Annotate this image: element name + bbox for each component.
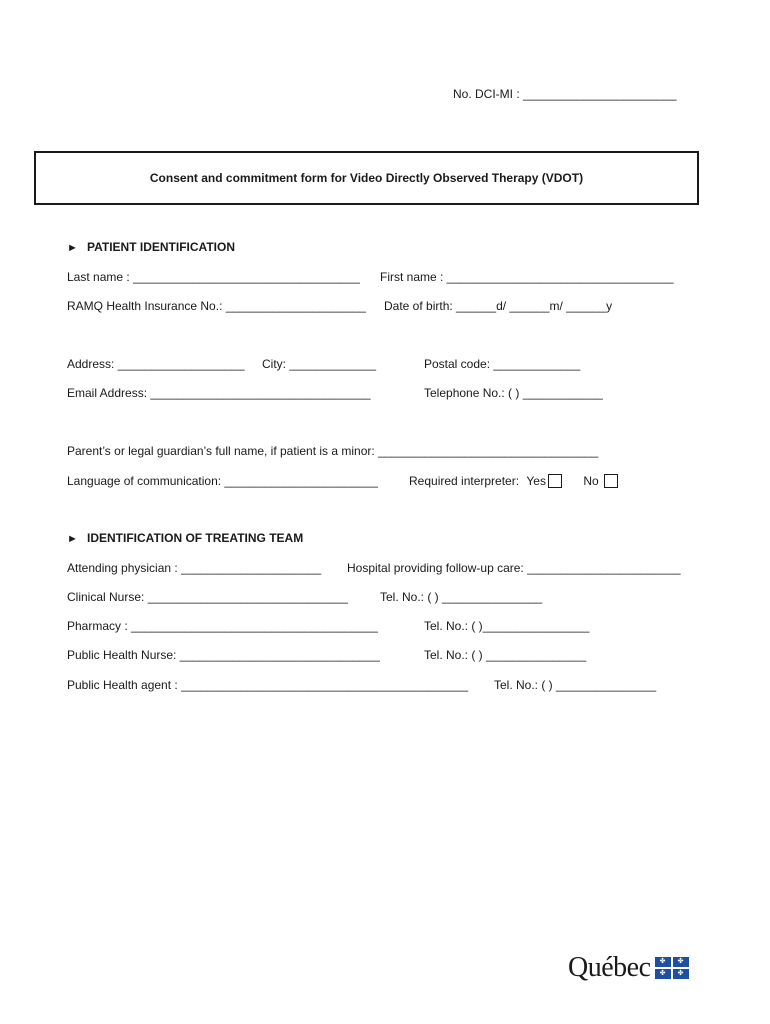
address-field[interactable]: Address: ___________________ (67, 357, 245, 371)
postal-code-field[interactable]: Postal code: _____________ (424, 357, 581, 371)
first-name-field[interactable]: First name : __________________________________ (380, 270, 674, 284)
patient-section-heading (67, 239, 235, 256)
team-section-heading (67, 530, 303, 547)
attending-physician-field[interactable]: Attending physician : _____________________ (67, 561, 322, 575)
form-title: Consent and commitment form for Video Directly Observed Therapy (VDOT) (149, 171, 584, 185)
quebec-logo-text: Québec (568, 952, 651, 983)
hospital-field[interactable]: Hospital providing follow-up care: _______________________ (347, 561, 681, 575)
public-health-agent-tel-field[interactable]: Tel. No.: ( ) _______________ (494, 678, 657, 692)
public-health-agent-field[interactable]: Public Health agent : ___________________________________________ (67, 678, 469, 692)
fleur-de-lis-flag-icon: ✤ ✤ ✤ ✤ (655, 957, 689, 979)
date-of-birth-field[interactable]: Date of birth: ______d/ ______m/ ______y (384, 299, 613, 313)
guardian-name-field[interactable]: Parent’s or legal guardian’s full name, if patient is a minor: _________________________________ (67, 444, 599, 458)
city-field[interactable]: City: _____________ (262, 357, 377, 371)
interpreter-row (409, 473, 618, 489)
public-health-nurse-field[interactable]: Public Health Nurse: ______________________________ (67, 648, 380, 662)
triangle-right-icon: ► (67, 533, 78, 545)
clinical-nurse-tel-field[interactable]: Tel. No.: ( ) _______________ (380, 590, 543, 604)
telephone-field[interactable]: Telephone No.: ( ) ____________ (424, 386, 603, 400)
pharmacy-field[interactable]: Pharmacy : _____________________________________ (67, 619, 378, 633)
yes-label: Yes (526, 474, 546, 488)
dci-number-field[interactable]: No. DCI-MI : _______________________ (453, 87, 677, 101)
quebec-logo (568, 950, 689, 986)
public-health-nurse-tel-field[interactable]: Tel. No.: ( ) _______________ (424, 648, 587, 662)
patient-section-label: PATIENT IDENTIFICATION (87, 240, 235, 254)
title-box (34, 151, 699, 205)
ramq-field[interactable]: RAMQ Health Insurance No.: _____________________ (67, 299, 366, 313)
interpreter-label: Required interpreter: (409, 474, 520, 488)
clinical-nurse-field[interactable]: Clinical Nurse: ______________________________ (67, 590, 348, 604)
interpreter-yes-checkbox[interactable] (548, 474, 562, 488)
last-name-field[interactable]: Last name : __________________________________ (67, 270, 360, 284)
interpreter-no-checkbox[interactable] (604, 474, 618, 488)
no-label: No (583, 474, 599, 488)
language-field[interactable]: Language of communication: _______________________ (67, 474, 378, 488)
triangle-right-icon: ► (67, 242, 78, 254)
team-section-label: IDENTIFICATION OF TREATING TEAM (87, 531, 304, 545)
email-field[interactable]: Email Address: _________________________________ (67, 386, 371, 400)
pharmacy-tel-field[interactable]: Tel. No.: ( )________________ (424, 619, 590, 633)
